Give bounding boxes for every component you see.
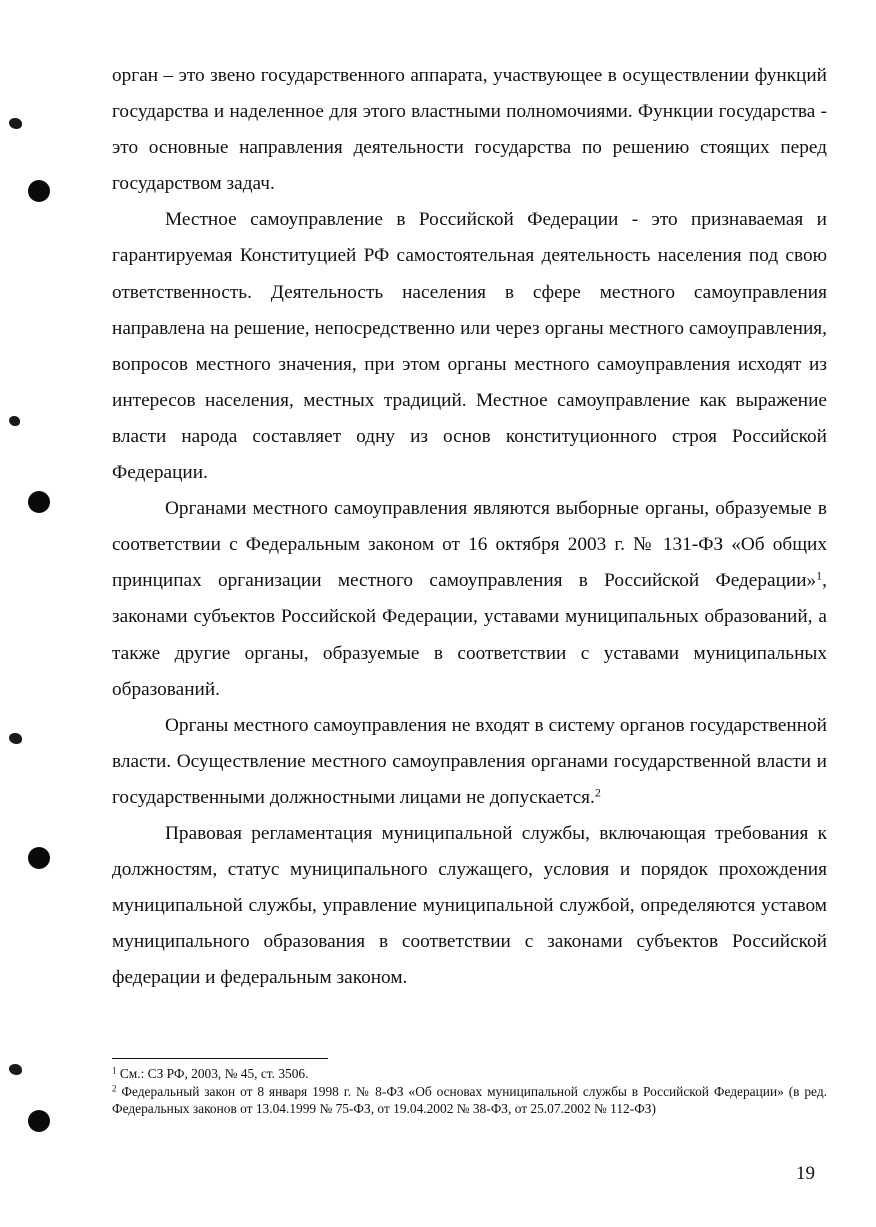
paragraph-4-text: Органы местного самоуправления не входят в систему органов государственной власти. Осуществление местного самоуправления органами государственной власти и государственными должностными лицами не допускается. [112, 714, 827, 808]
footnote-2 [112, 1083, 827, 1118]
binder-hole [28, 491, 50, 513]
scan-blot [9, 416, 20, 426]
paragraph-3 [112, 491, 827, 708]
binder-hole [28, 1110, 50, 1132]
footnote-ref-1[interactable]: 1 [816, 568, 823, 583]
paragraph-2: Местное самоуправление в Российской Федерации - это признаваемая и гарантируемая Конституцией РФ самостоятельная деятельность населения под свою ответственность. Деятельность населения в сфере местного самоуправления направлена на решение, непосредственно или через органы местного самоуправления, вопросов местного значения, при этом органы местного самоуправления исходят из интересов населения, местных традиций. Местное самоуправление как выражение власти народа составляет одну из основ конституционного строя Российской Федерации. [112, 209, 827, 484]
footnote-2-text: Федеральный закон от 8 января 1998 г. № 8-ФЗ «Об основах муниципальной службы в Российской Федерации» (в ред. Федеральных законов от 13.04.1999 № 75-ФЗ, от 19.04.2002 № 38-ФЗ, от 25.07.2002 № 112-ФЗ) [112, 1083, 827, 1117]
footnotes [112, 1065, 827, 1118]
footnote-1-text: См.: СЗ РФ, 2003, № 45, ст. 3506. [116, 1066, 309, 1081]
binder-hole [28, 180, 50, 202]
footnote-1 [112, 1065, 827, 1083]
paragraph-1: орган – это звено государственного аппарата, участвующее в осуществлении функций государства и наделенное для этого властными полномочиями. Функции государства - это основные направления деятельности государства по решению стоящих перед государством задач. [112, 65, 827, 195]
footnote-ref-2[interactable]: 2 [594, 785, 601, 800]
footnote-2-mark: 2 [112, 1083, 117, 1094]
body-text [112, 58, 827, 996]
paragraph-3-text-start: Органами местного самоуправления являются выборные органы, образуемые в соответствии с Федеральным законом от 16 октября 2003 г. № 131-ФЗ «Об общих принципах организации местного самоуправления в Российской Федерации» [112, 498, 827, 592]
scan-blot [9, 1064, 22, 1075]
footnote-separator [112, 1058, 328, 1059]
paragraph-5: Правовая регламентация муниципальной службы, включающая требования к должностям, статус муниципального служащего, условия и порядок прохождения муниципальной службы, управление муниципальной службой, определяются уставом муниципального образования в соответствии с законами субъектов Российской федерации и федеральным законом. [112, 822, 827, 989]
page-number: 19 [796, 1163, 815, 1184]
scan-blot [9, 733, 22, 744]
paragraph-3-text-end: , законами субъектов Российской Федерации, уставами муниципальных образований, а также другие органы, образуемые в соответствии с уставами муниципальных образований. [112, 570, 827, 700]
footnote-1-mark: 1 [112, 1065, 117, 1076]
binder-hole [28, 847, 50, 869]
scan-blot [9, 118, 22, 129]
paragraph-4 [112, 708, 827, 816]
